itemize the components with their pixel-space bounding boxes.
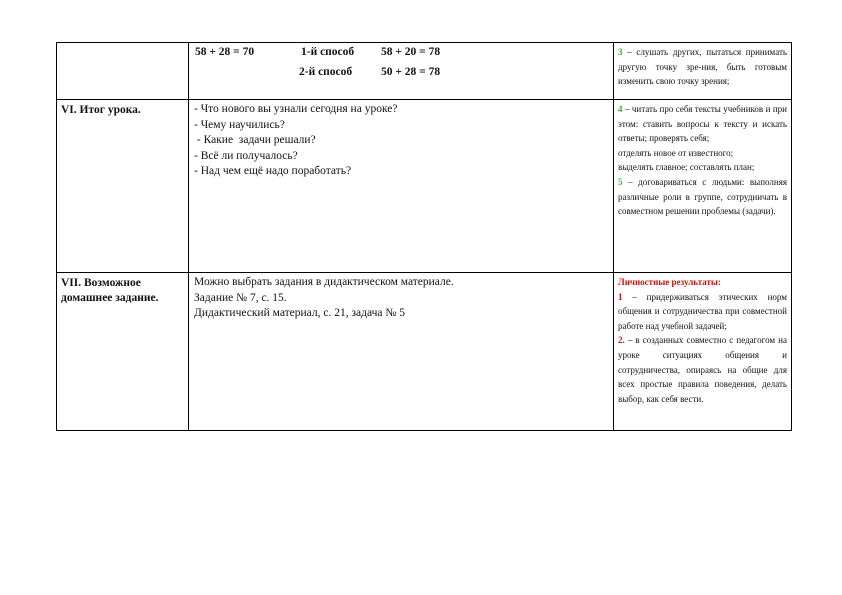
result-description: выделять главное; составлять план; (618, 162, 755, 173)
equation-2: 58 + 20 = 78 (381, 46, 441, 58)
results-title: Личностные результаты: (618, 277, 721, 287)
homework-list (189, 273, 613, 326)
result-text (614, 273, 791, 406)
result-number: 5 (618, 176, 623, 187)
result-cell (614, 43, 792, 100)
equation-1: 58 + 28 = 70 (195, 46, 255, 58)
result-description: – слушать других, пытаться принимать другую точку зре-ния, быть готовым изменить свою точку зрения; (618, 47, 787, 87)
result-text (614, 100, 791, 219)
lesson-table (56, 42, 792, 431)
table-row (57, 100, 792, 273)
homework-line: Можно выбрать задания в дидактическом материале. (194, 276, 454, 288)
result-description: – читать про себя тексты учебников и при этом: ставить вопросы к тексту и искать ответы; проверять себя; (618, 104, 787, 144)
result-description: отделять новое от известного; (618, 147, 734, 158)
result-description: – договариваться с людьми: выполняя различные роли в группе, сотрудничать в совместном решении проблемы (задачи). (618, 176, 787, 217)
content-cell (189, 273, 614, 431)
stage-label: VI. Итог урока. (61, 104, 141, 116)
stage-label: VII. Возможное домашнее задание. (61, 277, 159, 304)
question-item: - Какие задачи решали? (194, 134, 316, 146)
question-item: - Над чем ещё надо поработать? (194, 165, 352, 177)
content-cell (189, 100, 614, 273)
result-number: 4 (618, 104, 623, 114)
content-cell (189, 43, 614, 100)
stage-label (57, 43, 188, 46)
result-description: – придерживаться этических норм общения и сотрудничества при совместной работе над учебной задачей; (618, 291, 787, 331)
homework-line: Задание № 7, с. 15. (194, 291, 287, 304)
question-item: - Чему научились? (194, 118, 285, 131)
stage-cell (57, 273, 189, 431)
result-text (614, 43, 791, 89)
stage-cell (57, 100, 189, 273)
table-row (57, 273, 792, 431)
result-number: 1 (618, 291, 623, 302)
table-row (57, 43, 792, 100)
result-cell (614, 273, 792, 431)
calculation-block (189, 43, 613, 99)
equation-3: 50 + 28 = 78 (381, 66, 441, 78)
question-item: - Всё ли получалось? (194, 149, 298, 162)
method-2-label: 2-й способ (299, 66, 353, 78)
method-1-label: 1-й способ (301, 46, 355, 58)
question-list (189, 100, 613, 184)
homework-line: Дидактический материал, с. 21, задача № 5 (194, 307, 405, 319)
stage-cell (57, 43, 189, 100)
question-item: - Что нового вы узнали сегодня на уроке? (194, 103, 398, 115)
result-description: – в созданных совместно с педагогом на уроке ситуациях общения и сотрудничества, опираясь на общие для всех простые правила поведения, делать выбор, как себя вести. (618, 335, 787, 404)
result-number: 3 (618, 47, 623, 57)
result-number: 2. (618, 335, 625, 346)
result-cell (614, 100, 792, 273)
